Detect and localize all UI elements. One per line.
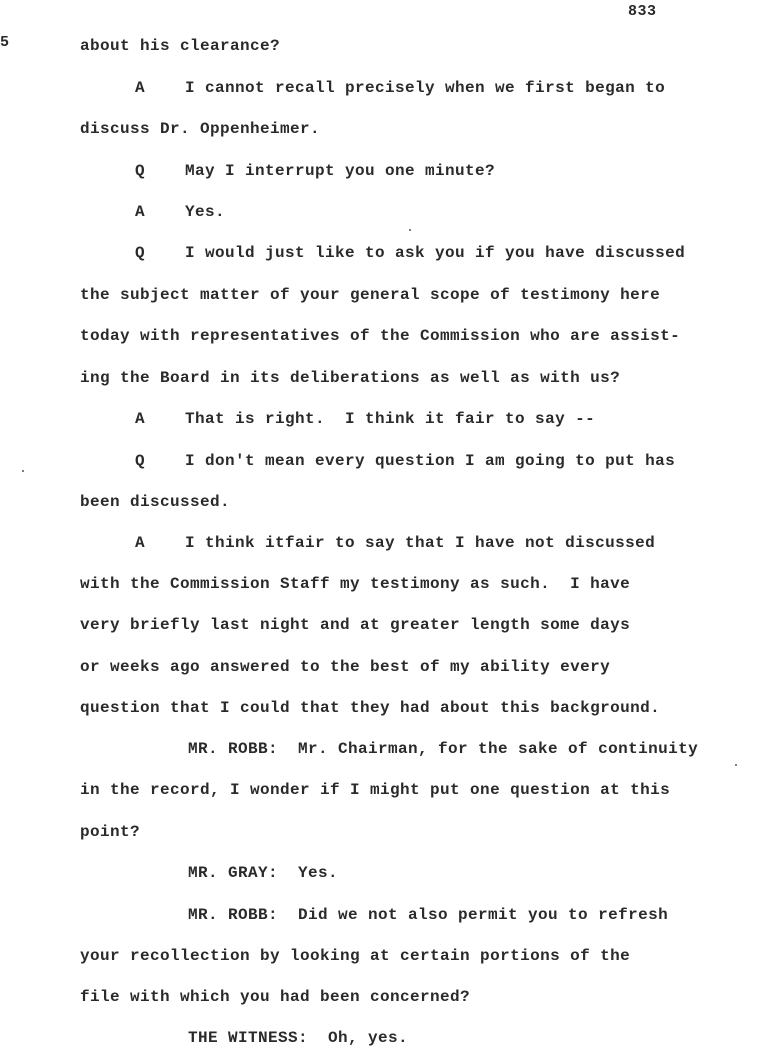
transcript-line: Q May I interrupt you one minute? bbox=[135, 162, 496, 180]
transcript-line: the subject matter of your general scope of testimony here bbox=[80, 286, 661, 304]
transcript-line: A That is right. I think it fair to say -- bbox=[135, 410, 596, 428]
transcript-line: very briefly last night and at greater length some days bbox=[80, 616, 631, 634]
ink-speck bbox=[735, 764, 737, 766]
transcript-line: A Yes. bbox=[135, 203, 226, 221]
ink-speck bbox=[22, 470, 24, 472]
transcript-line: A I think itfair to say that I have not discussed bbox=[135, 534, 656, 552]
transcript-line: point? bbox=[80, 823, 141, 841]
transcript-line: or weeks ago answered to the best of my ability every bbox=[80, 658, 611, 676]
ink-speck bbox=[409, 229, 411, 231]
transcript-line: A I cannot recall precisely when we first began to bbox=[135, 79, 666, 97]
transcript-line: your recollection by looking at certain portions of the bbox=[80, 947, 631, 965]
transcript-line: MR. ROBB: Did we not also permit you to refresh bbox=[188, 906, 669, 924]
transcript-line: been discussed. bbox=[80, 493, 231, 511]
margin-mark: 5 bbox=[0, 34, 10, 51]
transcript-line: today with representatives of the Commission who are assist- bbox=[80, 327, 681, 345]
transcript-line: MR. GRAY: Yes. bbox=[188, 864, 339, 882]
transcript-line: question that I could that they had about this background. bbox=[80, 699, 661, 717]
transcript-line: about his clearance? bbox=[80, 37, 281, 55]
transcript-line: Q I don't mean every question I am going to put has bbox=[135, 452, 676, 470]
transcript-line: file with which you had been concerned? bbox=[80, 988, 471, 1006]
transcript-line: discuss Dr. Oppenheimer. bbox=[80, 120, 321, 138]
transcript-line: MR. ROBB: Mr. Chairman, for the sake of continuity bbox=[188, 740, 699, 758]
page-number: 833 bbox=[628, 3, 657, 20]
transcript-line: ing the Board in its deliberations as well as with us? bbox=[80, 369, 621, 387]
transcript-line: with the Commission Staff my testimony as such. I have bbox=[80, 575, 631, 593]
transcript-line: in the record, I wonder if I might put one question at this bbox=[80, 781, 671, 799]
transcript-line: THE WITNESS: Oh, yes. bbox=[188, 1029, 409, 1047]
transcript-line: Q I would just like to ask you if you have discussed bbox=[135, 244, 686, 262]
